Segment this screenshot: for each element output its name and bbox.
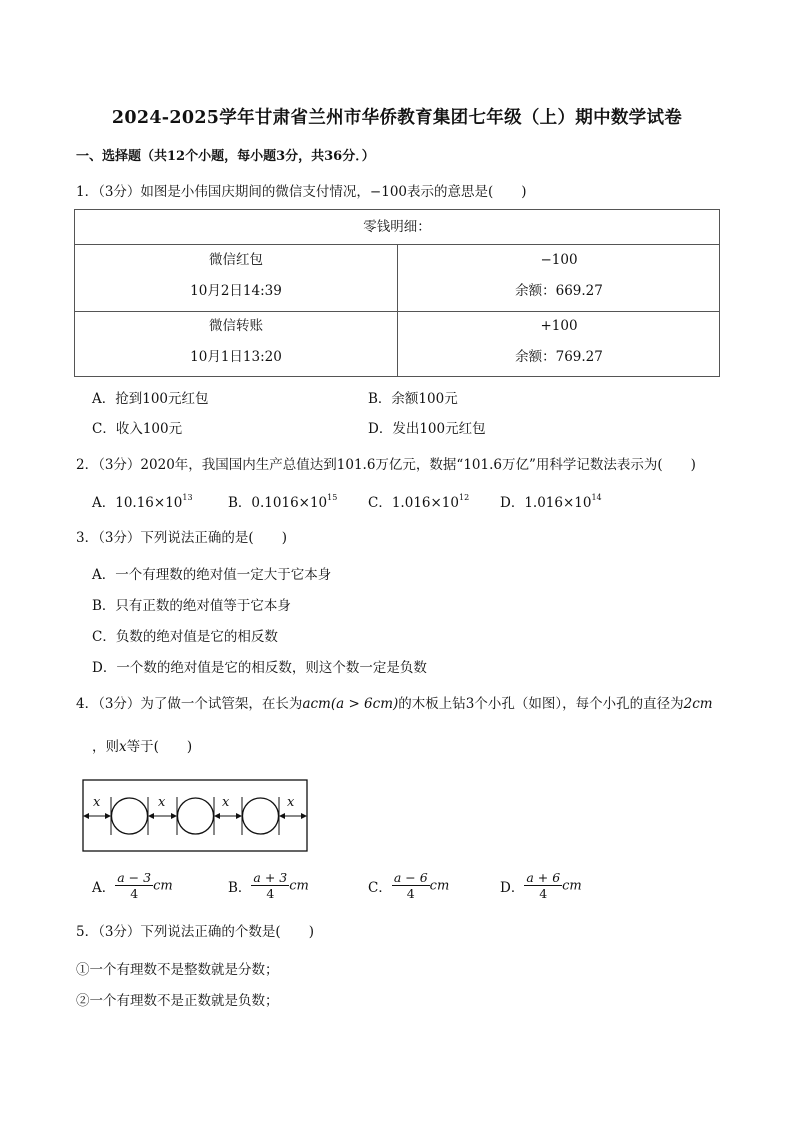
question-2-text: 2．（3分）2020年，我国国内生产总值达到101.6万亿元，数据“101.6万亿”用科学记数法表示为( (76, 457, 663, 473)
unit: cm (289, 878, 309, 894)
gap-label-x: x (222, 795, 230, 810)
table-header: 零钱明细： (75, 210, 719, 245)
q1-option-b: B．余额100元 (368, 391, 458, 407)
hole-boundaries (111, 797, 279, 835)
fraction-denominator: 4 (406, 886, 415, 901)
question-4-text: 的木板上钻3个小孔（如图），每个小孔的直径为 (398, 696, 684, 712)
row-balance: 余额：769.27 (515, 349, 603, 365)
option-base: 0.1016×10 (251, 495, 328, 511)
fraction-numerator: a + 6 (526, 870, 561, 885)
fraction-denominator: 4 (266, 886, 275, 901)
math-expression: acm(a > 6cm) (302, 696, 399, 712)
table-cell (398, 311, 720, 377)
question-3-close: ) (281, 530, 287, 546)
question-4-text: ，则 (92, 739, 119, 755)
row-item: 微信红包 (209, 252, 263, 268)
table-row (75, 311, 719, 377)
row-time: 10月2日14:39 (190, 283, 282, 299)
option-exponent: 13 (182, 493, 193, 502)
table-cell (75, 245, 398, 311)
q3-option-d: D．一个数的绝对值是它的相反数，则这个数一定是负数 (92, 660, 427, 676)
question-5-text: 5．（3分）下列说法正确的个数是( (76, 924, 281, 940)
q4-option-c (368, 870, 449, 902)
math-expression: 2cm (683, 696, 713, 712)
question-3-stem (76, 526, 287, 546)
option-exponent: 14 (591, 493, 602, 502)
row-balance: 余额：669.27 (515, 283, 603, 299)
gap-label-x: x (158, 795, 166, 810)
section-heading: 一、选择题（共12个小题，每小题3分，共36分．） (76, 149, 375, 164)
option-exponent: 15 (327, 493, 338, 502)
q1-option-c: C．收入100元 (92, 421, 183, 437)
question-4-text: 等于( (126, 739, 159, 755)
row-amount: +100 (540, 318, 578, 334)
unit: cm (153, 878, 173, 894)
q4-option-a (92, 870, 173, 902)
option-label: C． (368, 495, 392, 511)
page-title: 2024-2025学年甘肃省兰州市华侨教育集团七年级（上）期中数学试卷 (111, 108, 683, 128)
q5-item-1: ①一个有理数不是整数就是分数； (76, 962, 279, 978)
option-label: C． (368, 880, 392, 896)
row-amount: −100 (540, 252, 578, 268)
fraction (251, 870, 289, 902)
q5-item-2: ②一个有理数不是正数就是负数； (76, 993, 279, 1009)
question-2-stem (76, 453, 696, 473)
question-2-close: ) (690, 457, 696, 473)
q4-option-b (228, 870, 309, 902)
math-variable: x (119, 739, 127, 755)
q2-option-b (228, 491, 337, 511)
option-label: B． (228, 880, 252, 896)
payment-table (74, 209, 720, 377)
option-exponent: 12 (458, 493, 470, 502)
q2-option-a (92, 491, 193, 511)
hole-circle (178, 798, 214, 834)
fraction-denominator: 4 (539, 886, 548, 901)
q3-option-b: B．只有正数的绝对值等于它本身 (92, 598, 291, 614)
q1-option-d: D．发出100元红包 (368, 421, 486, 437)
table-row (75, 245, 719, 312)
question-5-stem (76, 920, 314, 940)
row-time: 10月1日13:20 (190, 349, 282, 365)
unit: cm (429, 878, 450, 894)
fraction-denominator: 4 (130, 886, 139, 901)
question-4-stem (76, 692, 713, 712)
question-4-text: 4．（3分）为了做一个试管架，在长为 (76, 696, 303, 712)
hole-circle (112, 798, 148, 834)
q4-option-d (500, 870, 582, 902)
row-item: 微信转账 (209, 318, 263, 334)
fraction (115, 870, 153, 902)
option-base: 1.016×10 (524, 495, 592, 511)
fraction-numerator: a − 6 (393, 870, 428, 885)
option-label: A． (92, 495, 116, 511)
q3-option-c: C．负数的绝对值是它的相反数 (92, 629, 278, 645)
fraction (392, 870, 430, 902)
q2-option-c (368, 491, 469, 511)
hole-circle (243, 798, 279, 834)
option-label: D． (500, 880, 525, 896)
gap-label-x: x (93, 795, 101, 810)
unit: cm (562, 878, 582, 894)
question-4-line2 (92, 735, 192, 755)
option-label: D． (500, 495, 525, 511)
gap-label-x: x (287, 795, 295, 810)
question-1-stem (76, 180, 527, 200)
question-4-close: ) (186, 739, 193, 755)
option-base: 10.16×10 (115, 495, 183, 511)
fraction (524, 870, 562, 902)
q1-option-a: A．抢到100元红包 (92, 391, 209, 407)
test-tube-rack-figure (82, 779, 310, 853)
option-base: 1.016×10 (391, 495, 459, 511)
question-1-close: ) (521, 184, 527, 200)
question-5-close: ) (308, 924, 314, 940)
table-cell (75, 311, 398, 377)
q3-option-a: A．一个有理数的绝对值一定大于它本身 (92, 567, 332, 583)
option-label: B． (228, 495, 252, 511)
fraction-numerator: a + 3 (253, 870, 288, 885)
table-cell (398, 245, 720, 311)
board-outline (83, 780, 307, 851)
fraction-numerator: a − 3 (117, 870, 152, 885)
question-1-text: 1．（3分）如图是小伟国庆期间的微信支付情况，−100表示的意思是( (76, 184, 494, 200)
question-3-text: 3．（3分）下列说法正确的是( (76, 530, 254, 546)
option-label: A． (92, 880, 116, 896)
q2-option-d (500, 491, 602, 511)
